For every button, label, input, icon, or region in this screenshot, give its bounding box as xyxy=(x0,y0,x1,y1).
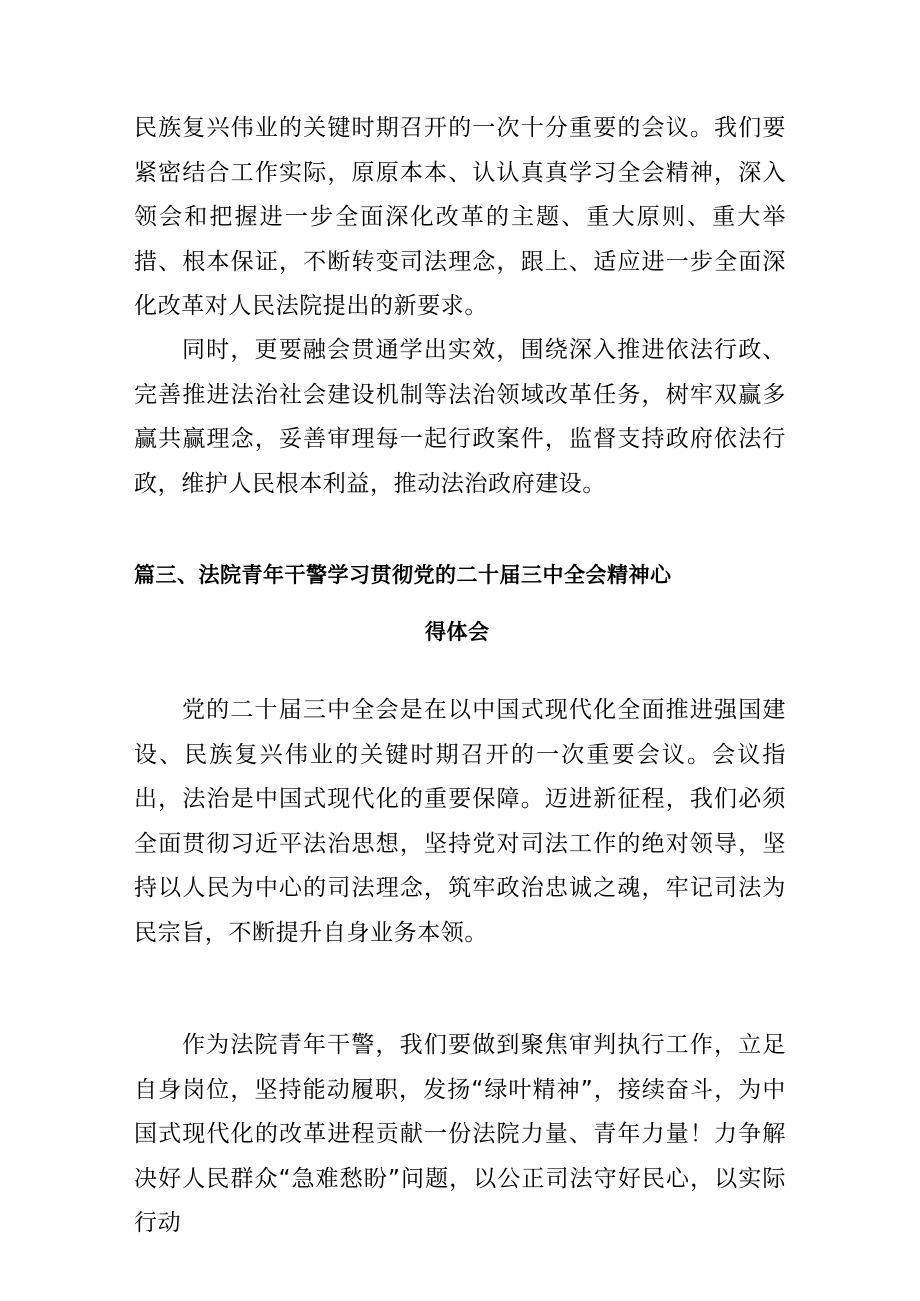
section-heading-line-1: 篇三、法院青年干警学习贯彻党的二十届三中全会精神心 xyxy=(134,563,672,587)
body-paragraph-same-time: 同时，更要融会贯通学出实效，围绕深入推进依法行政、完善推进法治社会建设机制等法治领域改革任务，树牢双赢多赢共赢理念，妥善审理每一起行政案件，监督支持政府依法行政，维护人民根本利益，推动法治政府建设。 xyxy=(134,337,786,497)
body-paragraph-plenum-intro: 党的二十届三中全会是在以中国式现代化全面推进强国建设、民族复兴伟业的关键时期召开的一次重要会议。会议指出，法治是中国式现代化的重要保障。迈进新征程，我们必须全面贯彻习近平法治思想，坚持党对司法工作的绝对领导，坚持以人民为中心的司法理念，筑牢政治忠诚之魂，牢记司法为民宗旨，不断提升自身业务本领。 xyxy=(134,697,786,946)
body-paragraph-continued: 民族复兴伟业的关键时期召开的一次十分重要的会议。我们要紧密结合工作实际，原原本本、认认真真学习全会精神，深入领会和把握进一步全面深化改革的主题、重大原则、重大举措、根本保证，不断转变司法理念，跟上、适应进一步全面深化改革对人民法院提出的新要求。 xyxy=(134,115,786,319)
section-heading-line-2: 得体会 xyxy=(425,620,490,644)
body-paragraph-young-police: 作为法院青年干警，我们要做到聚焦审判执行工作，立足自身岗位，坚持能动履职，发扬“绿叶精神”，接续奋斗，为中国式现代化的改革进程贡献一份法院力量、青年力量！力争解决好人民群众“急难愁盼”问题，以公正司法守好民心，以实际行动 xyxy=(134,1032,786,1236)
